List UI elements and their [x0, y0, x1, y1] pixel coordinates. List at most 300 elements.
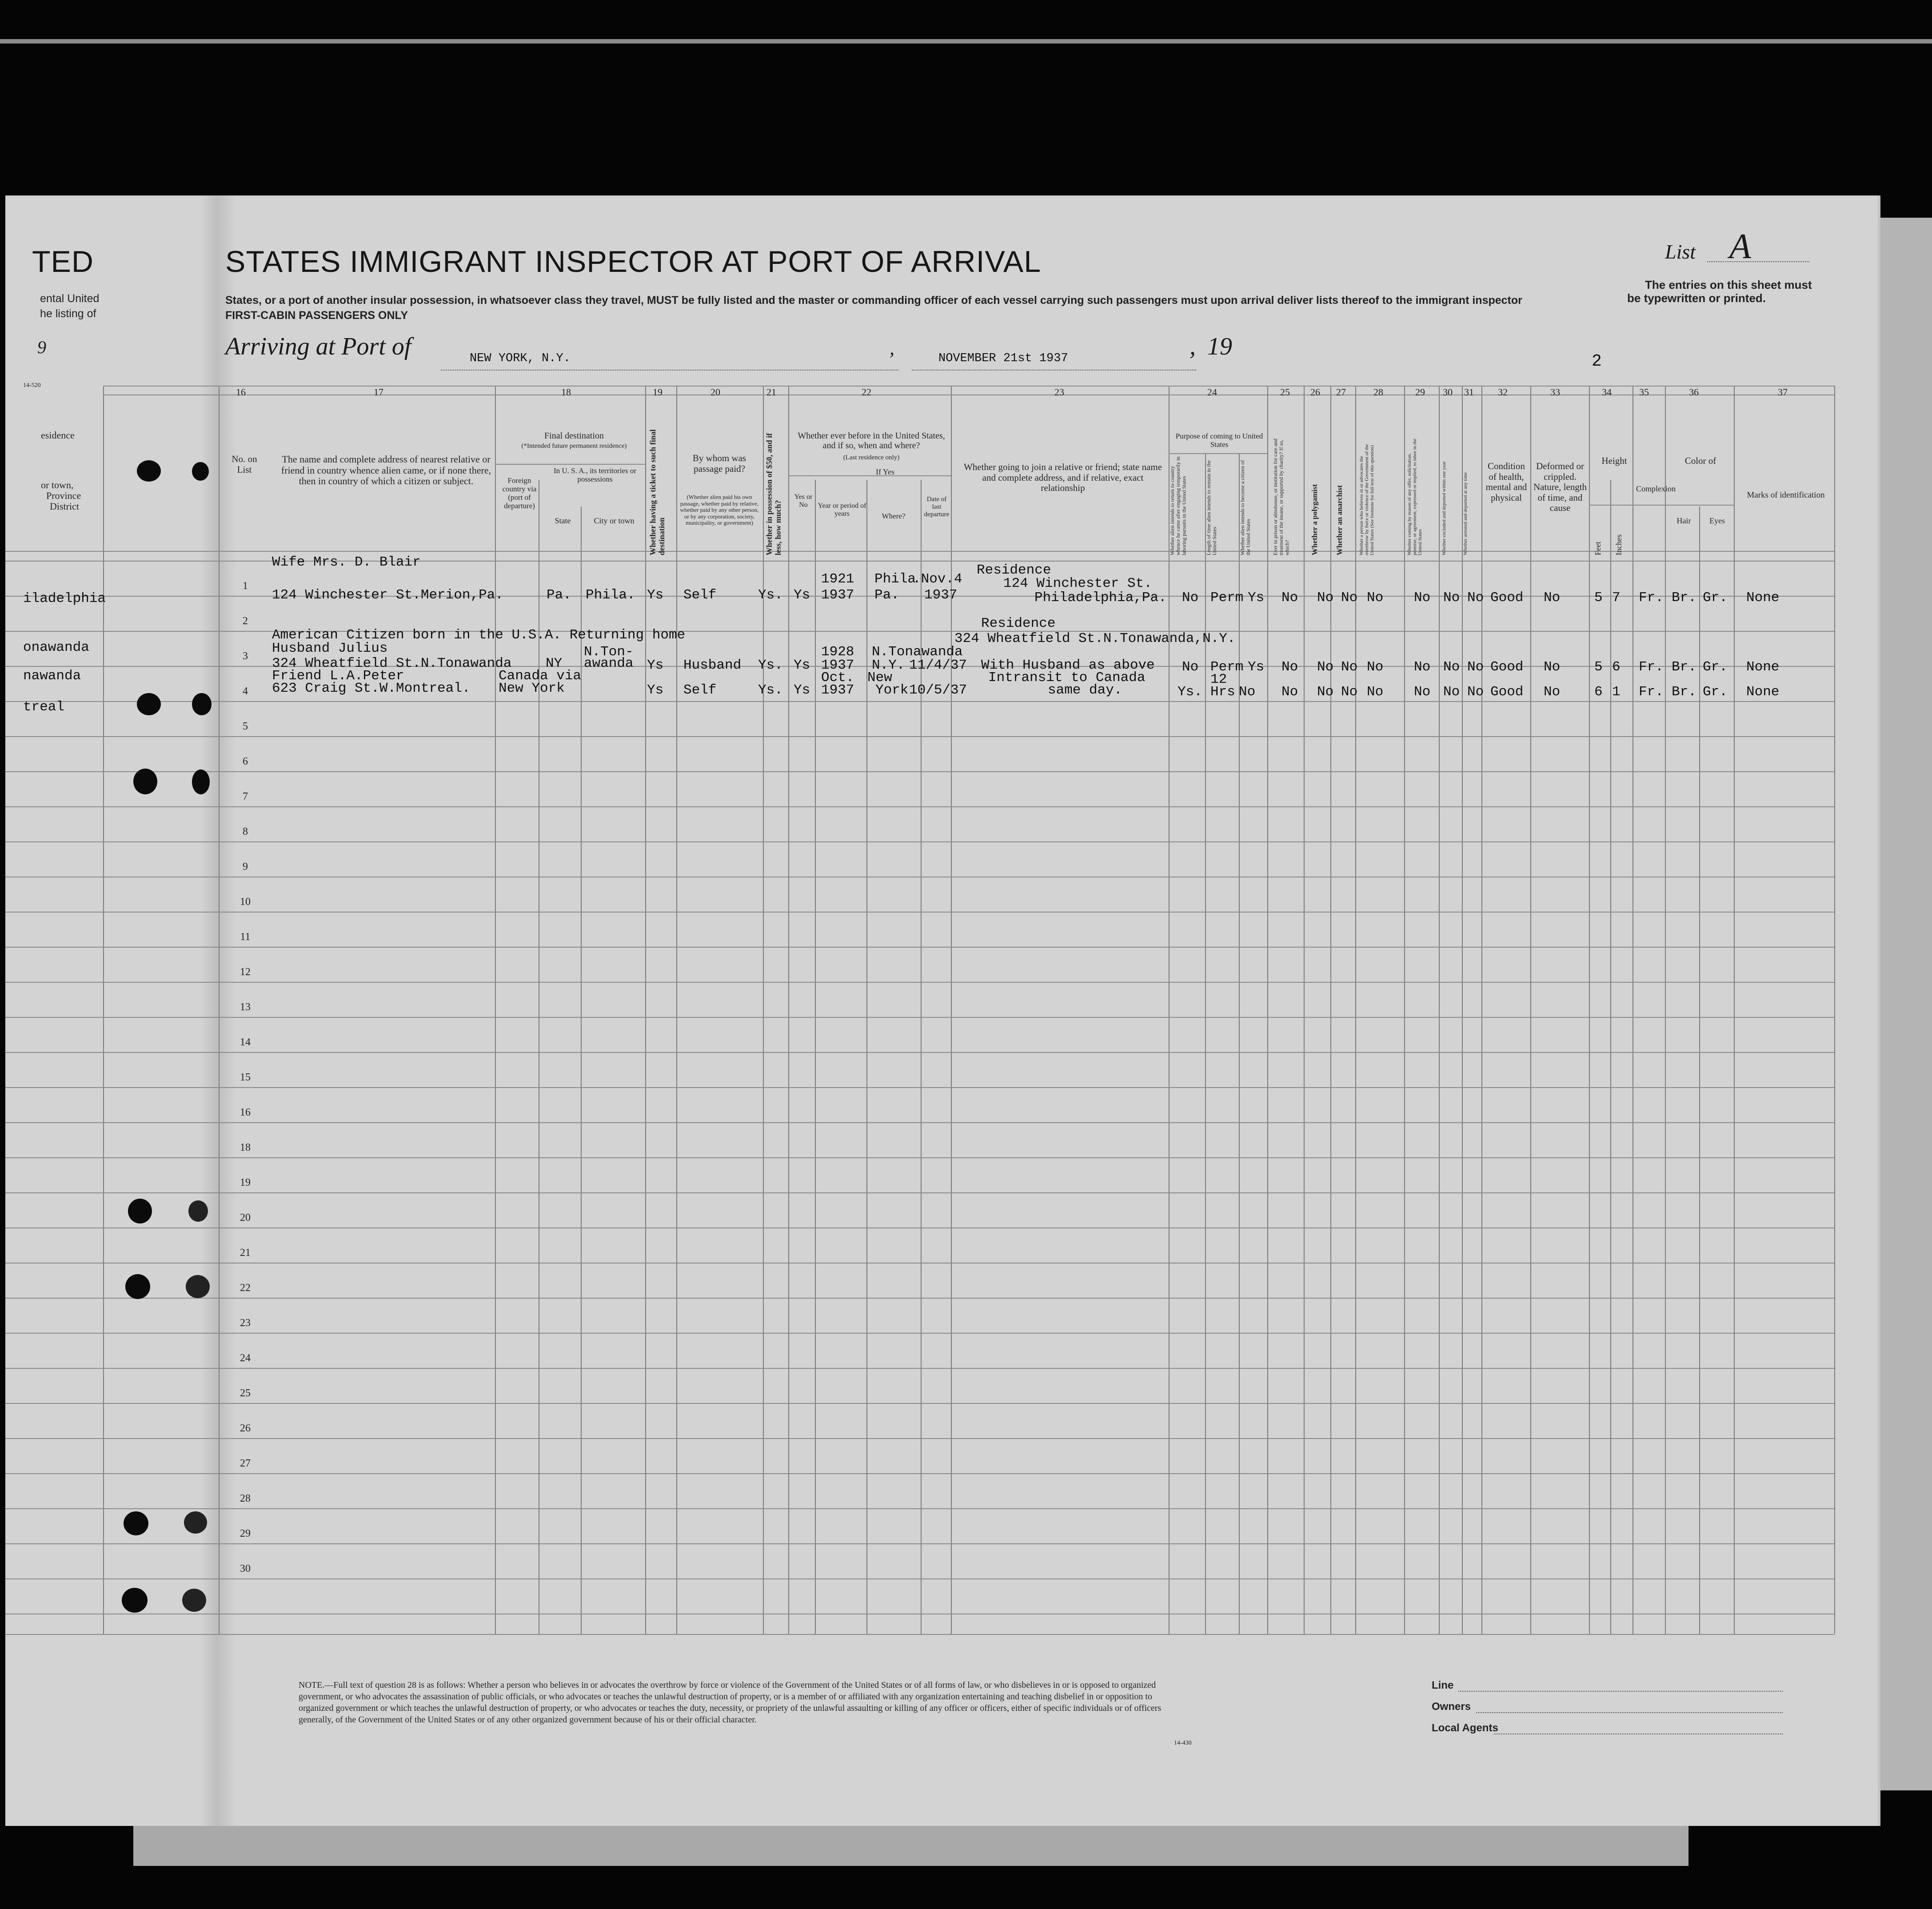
column-rule	[763, 386, 764, 1634]
row-number: 30	[240, 1563, 251, 1574]
residence-header: Province	[46, 490, 81, 501]
complexion: Fr.	[1639, 659, 1664, 675]
entries-note-line-2: be typewritten or printed.	[1627, 291, 1766, 305]
dest-state: Pa.	[547, 587, 571, 603]
return: Ys.	[1178, 684, 1202, 700]
row-number: 11	[240, 931, 251, 943]
comma-separator: ,	[890, 337, 894, 359]
column-number: 21	[766, 387, 776, 398]
year-b: 1937	[821, 587, 854, 603]
col20-header: By whom was passage paid?	[692, 453, 746, 474]
row-rule	[5, 1157, 1834, 1158]
row-rule	[5, 1473, 1834, 1474]
column-number: 24	[1207, 387, 1217, 398]
col21-header: Whether in possession of $50, and if less, how much?	[765, 433, 782, 555]
relative-note: American Citizen born in the U.S.A. Returning home	[272, 627, 686, 643]
passage-paid: Self	[683, 587, 717, 603]
height-inches: 6	[1612, 659, 1621, 675]
been-before: Ys	[794, 658, 810, 673]
sub-header-rule	[495, 464, 645, 465]
dest-city-a: N.Ton-	[584, 644, 634, 660]
column-number: 25	[1280, 387, 1290, 398]
row-number: 12	[240, 966, 251, 978]
line-field	[1458, 1691, 1783, 1692]
row-number: 15	[240, 1072, 251, 1083]
column-number: 22	[862, 387, 871, 398]
owners-field	[1476, 1712, 1783, 1713]
row-number: 25	[240, 1387, 251, 1399]
column-number: 32	[1498, 387, 1508, 398]
col32-header: Condition of health, mental and physical	[1485, 461, 1527, 503]
been-before: Ys	[794, 587, 810, 603]
col31-header: Whether arrested and deported at any time	[1463, 472, 1468, 555]
punch-hole	[184, 1511, 207, 1534]
punch-hole	[133, 769, 157, 794]
left-header-line: ental United	[40, 292, 100, 305]
arriving-label: Arriving at Port of	[225, 333, 411, 360]
col19-header: Whether having a ticket to such final destination	[648, 429, 666, 555]
row-rule	[5, 841, 1834, 842]
punch-hole	[128, 1199, 152, 1224]
row-number: 27	[240, 1458, 251, 1469]
length: Perm	[1210, 590, 1244, 606]
height-inches: 7	[1612, 590, 1621, 606]
column-number: 34	[1602, 387, 1612, 398]
entries-note-line-1: The entries on this sheet must	[1645, 278, 1812, 291]
col24-length: Length of time alien intends to remain in the United States	[1206, 460, 1218, 555]
col34-title: Height	[1601, 455, 1627, 466]
relative-name: Husband Julius	[272, 641, 388, 656]
column-number: 23	[1054, 387, 1064, 398]
row-number: 8	[243, 826, 248, 837]
q31: No	[1467, 659, 1484, 675]
row-number: 10	[240, 896, 251, 908]
subtitle-line-1: States, or a port of another insular possession, in whatsoever class they travel, MUST be fully listed and the master or commanding officer of each vessel carrying such passengers must upon arrival deliver lists thereof to the immigrant inspector	[225, 294, 1522, 307]
residence-header: District	[50, 501, 79, 512]
sub-column-rule	[1239, 453, 1240, 1634]
join-b: 324 Wheatfield St.N.Tonawanda,N.Y.	[954, 631, 1236, 646]
sheet-number: 2	[1592, 352, 1602, 371]
row-rule	[5, 736, 1834, 737]
column-number: 19	[653, 387, 663, 398]
column-number: 28	[1373, 387, 1383, 398]
row-rule	[5, 1087, 1834, 1088]
row-rule	[5, 1578, 1834, 1579]
manifest-sheet	[5, 195, 1880, 1826]
hair: Br.	[1672, 684, 1696, 700]
col18-title: Final destination	[544, 431, 604, 441]
row-number: 20	[240, 1212, 251, 1224]
col22-subtitle: (Last residence only)	[843, 454, 900, 461]
col22-year: Year or period of years	[818, 502, 866, 518]
col26-header: Whether a polygamist	[1310, 484, 1319, 555]
column-rule	[1439, 386, 1440, 1634]
col24-citizen: Whether alien intends to become a citizen of the United States	[1239, 460, 1252, 555]
polygamist: No	[1317, 684, 1334, 700]
col30-header: Whether excluded and deported within one year	[1441, 461, 1447, 555]
row-rule	[5, 806, 1834, 807]
row-rule	[5, 1543, 1834, 1544]
row-number: 7	[243, 791, 248, 802]
left-residence-entry: nawanda	[23, 668, 81, 684]
dest-city-b: awanda	[584, 656, 634, 671]
residence-header: esidence	[41, 430, 75, 441]
foreign-via-b: New York	[499, 681, 565, 696]
date: 10/5/37	[909, 682, 967, 698]
punch-hole	[122, 1588, 148, 1613]
row-number: 1	[243, 580, 248, 592]
year-a: 1921	[821, 571, 854, 587]
dest-state: NY	[546, 656, 563, 671]
date-a: .Nov.4	[913, 571, 962, 587]
column-number: 31	[1464, 387, 1474, 398]
punch-hole	[125, 1274, 150, 1299]
row-number: 23	[240, 1317, 251, 1329]
foreign-via-a: Canada via	[499, 668, 582, 684]
row-number: 16	[240, 1107, 251, 1118]
col18-state: State	[555, 516, 571, 525]
col22-date: Date of last departure	[924, 496, 950, 518]
column-rule	[1665, 386, 1666, 1634]
join-a: Intransit to Canada	[988, 670, 1146, 685]
join-c: Philadelphia,Pa.	[1034, 590, 1167, 606]
prison: No	[1281, 590, 1298, 606]
column-rule	[103, 386, 104, 1634]
port-underline	[441, 370, 898, 371]
where-b: Pa.	[874, 587, 899, 603]
col16-header: No. on List	[232, 454, 257, 475]
col24-return: Whether alien intends to return to country whence he came after engaging temporarily in laboring pursuits in the United States	[1169, 456, 1187, 555]
residence-header: or town,	[41, 479, 74, 490]
punch-hole	[192, 769, 210, 794]
column-rule	[1481, 386, 1482, 1634]
owners-label: Owners	[1432, 1701, 1471, 1713]
header-bottom-rule	[5, 551, 1834, 552]
row-number: 4	[243, 685, 248, 697]
money: Ys.	[758, 658, 783, 673]
column-number: 35	[1639, 387, 1649, 398]
line-label: Line	[1432, 1679, 1454, 1691]
ticket: Ys	[647, 587, 664, 603]
column-number: 26	[1310, 387, 1320, 398]
column-rule	[1734, 386, 1735, 1634]
q29: No	[1414, 659, 1431, 675]
col22-title: Whether ever before in the United States, and if so, when and where?	[798, 431, 945, 451]
marks: None	[1746, 684, 1780, 700]
sub-column-rule	[1699, 506, 1700, 1634]
column-rule	[1530, 386, 1531, 1634]
list-underline	[1707, 261, 1809, 262]
row-rule	[5, 1017, 1834, 1018]
punch-hole	[186, 1275, 210, 1298]
list-label: List	[1665, 240, 1696, 263]
row-number: 3	[243, 650, 248, 662]
length: Perm	[1210, 659, 1244, 675]
join-a: Residence	[981, 616, 1056, 631]
left-header-line: 9	[37, 337, 46, 357]
col28-header: Whether a person who believes in or advocates the overthrow by force or violence of the Government of the United States (See footnote for full text of this question)	[1359, 444, 1375, 555]
row-rule	[5, 1227, 1834, 1228]
deformed: No	[1544, 659, 1561, 675]
where-a: Phila	[874, 571, 916, 587]
q29: No	[1414, 590, 1431, 606]
left-residence-entry: onawanda	[23, 640, 89, 655]
join-b: same day.	[1048, 682, 1122, 698]
passage-paid: Self	[683, 682, 717, 698]
length-b: Hrs	[1210, 684, 1235, 700]
relative-name: Wife Mrs. D. Blair	[272, 554, 421, 570]
column-rule	[1355, 386, 1356, 1634]
col23-header: Whether going to join a relative or friend; state name and complete address, and if relative, exact relationship	[963, 462, 1162, 494]
col36-hair: Hair	[1677, 516, 1691, 525]
col34-feet: Feet	[1593, 542, 1602, 555]
date: 11/4/37	[909, 658, 967, 673]
arrival-date: NOVEMBER 21st 1937	[938, 352, 1068, 365]
row-number: 29	[240, 1528, 251, 1539]
join-a: Residence	[977, 562, 1051, 578]
citizen: Ys	[1248, 659, 1265, 675]
row-rule	[5, 701, 1834, 702]
deformed: No	[1544, 684, 1561, 700]
row-rule	[5, 1122, 1834, 1123]
row-number: 14	[240, 1036, 251, 1048]
ticket: Ys	[647, 682, 664, 698]
been-before: Ys	[794, 682, 810, 698]
col24-title: Purpose of coming to United States	[1175, 432, 1263, 449]
header-top-rule	[103, 386, 1834, 387]
year-a: 1928	[821, 644, 854, 660]
year-b: 1937	[821, 658, 854, 673]
col33-header: Deformed or crippled. Nature, length of time, and cause	[1533, 461, 1587, 514]
year-comma: ,	[1190, 333, 1196, 360]
col22-yes-no: Yes or No	[794, 493, 813, 509]
anarchist: No	[1341, 659, 1358, 675]
left-title-fragment: TED	[32, 245, 94, 279]
polygamist: No	[1317, 590, 1334, 606]
col36-title: Color of	[1685, 455, 1716, 466]
marks: None	[1746, 590, 1780, 606]
complexion: Fr.	[1639, 684, 1664, 700]
col18-subtitle: (*Intended future permanent residence)	[521, 442, 627, 450]
row-number: 13	[240, 1001, 251, 1013]
citizen: No	[1239, 684, 1256, 700]
punch-hole	[124, 1511, 148, 1535]
health: Good	[1490, 684, 1524, 700]
return: No	[1182, 590, 1199, 606]
row-rule	[5, 947, 1834, 948]
punch-hole	[188, 1200, 208, 1222]
health: Good	[1490, 590, 1524, 606]
q30: No	[1443, 590, 1460, 606]
footer-form-number: 14-430	[1174, 1740, 1192, 1746]
where-b: York	[875, 682, 909, 698]
col36-eyes: Eyes	[1709, 516, 1725, 525]
join-b: 124 Winchester St.	[1003, 576, 1152, 591]
q30: No	[1443, 684, 1460, 700]
col18-foreign: Foreign country via (port of departure)	[502, 476, 537, 510]
form-number: 14-520	[23, 382, 41, 389]
row-number: 5	[243, 721, 248, 732]
col35-header: Complexion	[1636, 484, 1676, 493]
col25-header: Ever in prison or almshouse, or institution for care and treatment of the insane, or supported by charity? If so, which?	[1272, 438, 1290, 555]
left-residence-entry: treal	[23, 699, 65, 715]
column-rule	[788, 386, 789, 1634]
eyes: Gr.	[1703, 684, 1728, 700]
row-rule	[5, 771, 1834, 772]
row-number: 28	[240, 1493, 251, 1504]
column-rule	[1267, 386, 1268, 1634]
column-number: 20	[711, 387, 720, 398]
sub-column-rule	[1610, 480, 1611, 1634]
row-number: 18	[240, 1142, 251, 1153]
row-number: 22	[240, 1282, 251, 1294]
where-a: N.Tonawanda	[872, 644, 963, 660]
citizen: Ys	[1248, 590, 1265, 606]
q28: No	[1367, 659, 1384, 675]
column-number: 16	[236, 387, 246, 398]
relative-address: 623 Craig St.W.Montreal.	[272, 681, 471, 696]
q29: No	[1414, 684, 1431, 700]
column-rule	[676, 386, 677, 1634]
eyes: Gr.	[1703, 659, 1728, 675]
sub-column-rule	[815, 480, 816, 1634]
column-number: 36	[1689, 387, 1699, 398]
column-number: 18	[561, 387, 571, 398]
punch-hole	[192, 462, 209, 481]
column-number: 29	[1415, 387, 1425, 398]
row-rule	[5, 1508, 1834, 1509]
money: Ys.	[758, 587, 783, 603]
height-feet: 6	[1594, 684, 1603, 700]
join: With Husband as above	[981, 658, 1155, 673]
relative-address: 324 Wheatfield St.N.Tonawanda	[272, 656, 512, 671]
deformed: No	[1544, 590, 1561, 606]
column-rule	[219, 386, 220, 1634]
anarchist: No	[1341, 590, 1358, 606]
left-residence-entry: iladelphia	[23, 591, 106, 606]
row-rule	[5, 1368, 1834, 1369]
relative-address: 124 Winchester St.Merion,Pa.	[272, 587, 503, 603]
height-feet: 5	[1594, 659, 1603, 675]
table-bottom-rule	[5, 1634, 1834, 1635]
column-rule	[1834, 386, 1835, 1634]
col34-inches: Inches	[1614, 534, 1623, 555]
health: Good	[1490, 659, 1524, 675]
q28: No	[1367, 684, 1384, 700]
q31: No	[1467, 590, 1484, 606]
ticket: Ys	[647, 658, 664, 673]
passage-paid: Husband	[683, 658, 742, 673]
column-number: 17	[374, 387, 383, 398]
row-number: 6	[243, 756, 248, 767]
agents-label: Local Agents	[1432, 1722, 1498, 1734]
length-a: 12	[1210, 672, 1227, 687]
row-number: 26	[240, 1423, 251, 1434]
q28: No	[1367, 590, 1384, 606]
marks: None	[1746, 659, 1780, 675]
punch-hole	[137, 693, 161, 715]
subtitle-line-2: FIRST-CABIN PASSENGERS ONLY	[225, 309, 408, 322]
year-prefix: 19	[1207, 333, 1232, 360]
q30: No	[1443, 659, 1460, 675]
where-a: New	[867, 670, 892, 685]
punch-hole	[137, 460, 161, 482]
column-rule	[645, 386, 646, 1634]
relative-name: Friend L.A.Peter	[272, 668, 404, 684]
row-rule	[5, 1438, 1834, 1439]
punch-hole	[192, 693, 212, 715]
microfilm-top-edge	[0, 39, 1932, 44]
port-name: NEW YORK, N.Y.	[470, 352, 571, 365]
height-inches: 1	[1612, 684, 1621, 700]
row-rule	[5, 912, 1834, 913]
column-number: 27	[1336, 387, 1346, 398]
prison: No	[1281, 684, 1298, 700]
year-b: 1937	[821, 682, 854, 698]
col18-city: City or town	[594, 516, 635, 525]
anarchist: No	[1341, 684, 1358, 700]
row-rule	[5, 1333, 1834, 1334]
q31: No	[1467, 684, 1484, 700]
col22-if-yes: If Yes	[875, 467, 894, 476]
sub-column-rule	[866, 480, 867, 1634]
eyes: Gr.	[1703, 590, 1728, 606]
column-rule	[1404, 386, 1405, 1634]
row-number: 24	[240, 1352, 251, 1364]
where-b: N.Y.	[872, 658, 905, 673]
sub-column-rule	[1205, 453, 1206, 1634]
column-rule	[1304, 386, 1305, 1634]
row-number: 21	[240, 1247, 251, 1259]
col18-usa: In U. S. A., its territories or possessions	[553, 466, 637, 484]
column-rule	[495, 386, 496, 1634]
height-feet: 5	[1594, 590, 1603, 606]
row-number: 9	[243, 861, 248, 873]
column-rule	[1462, 386, 1463, 1634]
column-number: 33	[1550, 387, 1560, 398]
row-rule	[5, 982, 1834, 983]
column-rule	[1330, 386, 1331, 1634]
col17-header: The name and complete address of nearest relative or friend in country whence alien came, or if none there, then in country of which a citizen or subject.	[281, 454, 491, 487]
row-rule	[5, 1052, 1834, 1053]
col37-header: Marks of identification	[1747, 490, 1825, 500]
date-underline	[912, 370, 1196, 371]
row-number: 2	[243, 615, 248, 627]
footnote-q28: NOTE.—Full text of question 28 is as follows: Whether a person who believes in or advocates the overthrow by force or violence of the Government of the United States or of all forms of law, or who disbelieves in or is opposed to organized government, or who advocates the assassination of public officials, or who advocates or teaches the unlawful destruction of property, or is a member of or affiliated with any organization entertaining and teaching disbelief in or opposition to organized government or which teaches the unlawful destruction of property, or who advocates or teaches the duty, necessity, or propriety of the unlawful assaulting or killing of any officer or officers, either of specific individuals or of officers generally, of the Government of the United States or of any other organized government because of his or their official character.	[299, 1680, 1162, 1725]
page-title: STATES IMMIGRANT INSPECTOR AT PORT OF ARRIVAL	[225, 245, 1042, 279]
column-rule	[1169, 386, 1170, 1634]
row-rule	[5, 1192, 1834, 1193]
column-rule	[1589, 386, 1590, 1634]
complexion: Fr.	[1639, 590, 1664, 606]
prison: No	[1281, 659, 1298, 675]
col22-where: Where?	[882, 512, 906, 520]
polygamist: No	[1317, 659, 1334, 675]
row-rule	[5, 1403, 1834, 1404]
dest-city: Phila.	[586, 587, 635, 603]
left-header-line: he listing of	[40, 307, 96, 320]
row-number: 19	[240, 1177, 251, 1188]
hair: Br.	[1672, 590, 1696, 606]
col29-header: Whether coming by reason of any offer, solicitation, promise, or agreement, expressed or implied, to labor in the United States	[1407, 438, 1423, 555]
list-value: A	[1729, 227, 1751, 266]
return: No	[1182, 659, 1199, 675]
col20-subheader: (Whether alien paid his own passage, whether paid by relative, whether paid by any other person, or by any corporation, society, municipality, or government)	[680, 494, 759, 526]
money: Ys.	[758, 682, 783, 698]
column-number: 30	[1443, 387, 1453, 398]
col27-header: Whether an anarchist	[1335, 485, 1344, 555]
hair: Br.	[1672, 659, 1696, 675]
